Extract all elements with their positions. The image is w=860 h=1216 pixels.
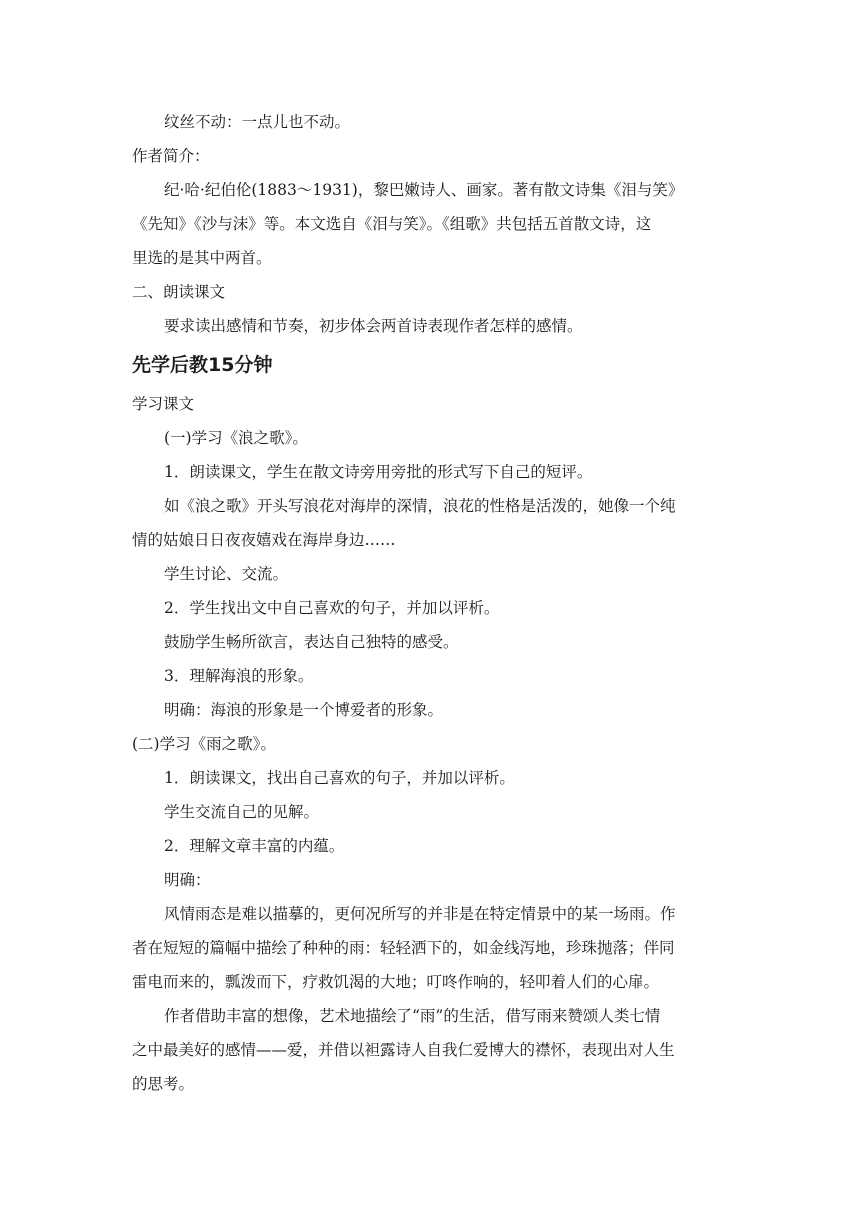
text-line: 雷电而来的，瓢泼而下，疗救饥渴的大地；叮咚作响的，轻叩着人们的心扉。 <box>132 973 660 991</box>
subheading: (二)学习《雨之歌》。 <box>132 735 276 753</box>
text-line: 情的姑娘日日夜夜嬉戏在海岸身边…… <box>132 531 396 549</box>
text-line: 要求读出感情和节奏，初步体会两首诗表现作者怎样的感情。 <box>164 317 583 335</box>
text-line: 者在短短的篇幅中描绘了种种的雨：轻轻洒下的，如金线泻地，珍珠抛落；伴同 <box>132 939 675 957</box>
section-heading: 二、朗读课文 <box>132 283 226 301</box>
text-line: 2．理解文章丰富的内蕴。 <box>164 837 345 855</box>
section-title: 先学后教15分钟 <box>132 354 273 376</box>
text-line: 纹丝不动：一点儿也不动。 <box>164 113 351 131</box>
text-line: 作者简介： <box>132 147 210 165</box>
text-line: 《先知》《沙与沫》等。本文选自《泪与笑》。《组歌》共包括五首散文诗，这 <box>132 215 652 233</box>
text-line: 1．朗读课文，学生在散文诗旁用旁批的形式写下自己的短评。 <box>164 463 593 481</box>
subheading: (一)学习《浪之歌》。 <box>164 429 308 447</box>
text-line: 作者借助丰富的想像，艺术地描绘了“雨”的生活，借写雨来赞颂人类七情 <box>164 1007 661 1025</box>
text-line: 明确： <box>164 871 211 889</box>
text-line: 如《浪之歌》开头写浪花对海岸的深情，浪花的性格是活泼的，她像一个纯 <box>164 497 676 515</box>
text-line: 1．朗读课文，找出自己喜欢的句子，并加以评析。 <box>164 769 515 787</box>
text-line: 里选的是其中两首。 <box>132 249 272 267</box>
text-line: 鼓励学生畅所欲言，表达自己独特的感受。 <box>164 633 459 651</box>
text-line: 学生讨论、交流。 <box>164 565 289 583</box>
text-line: 3．理解海浪的形象。 <box>164 667 314 685</box>
subheading: 学习课文 <box>132 395 195 413</box>
text-line: 纪·哈·纪伯伦(1883～1931)，黎巴嫩诗人、画家。著有散文诗集《泪与笑》 <box>164 181 684 199</box>
text-line: 的思考。 <box>132 1075 195 1093</box>
text-line: 之中最美好的感情——爱，并借以袒露诗人自我仁爱博大的襟怀，表现出对人生 <box>132 1041 675 1059</box>
text-line: 风情雨态是难以描摹的，更何况所写的并非是在特定情景中的某一场雨。作 <box>164 905 676 923</box>
text-line: 2．学生找出文中自己喜欢的句子，并加以评析。 <box>164 599 500 617</box>
text-line: 学生交流自己的见解。 <box>164 803 320 821</box>
text-line: 明确：海浪的形象是一个博爱者的形象。 <box>164 701 444 719</box>
